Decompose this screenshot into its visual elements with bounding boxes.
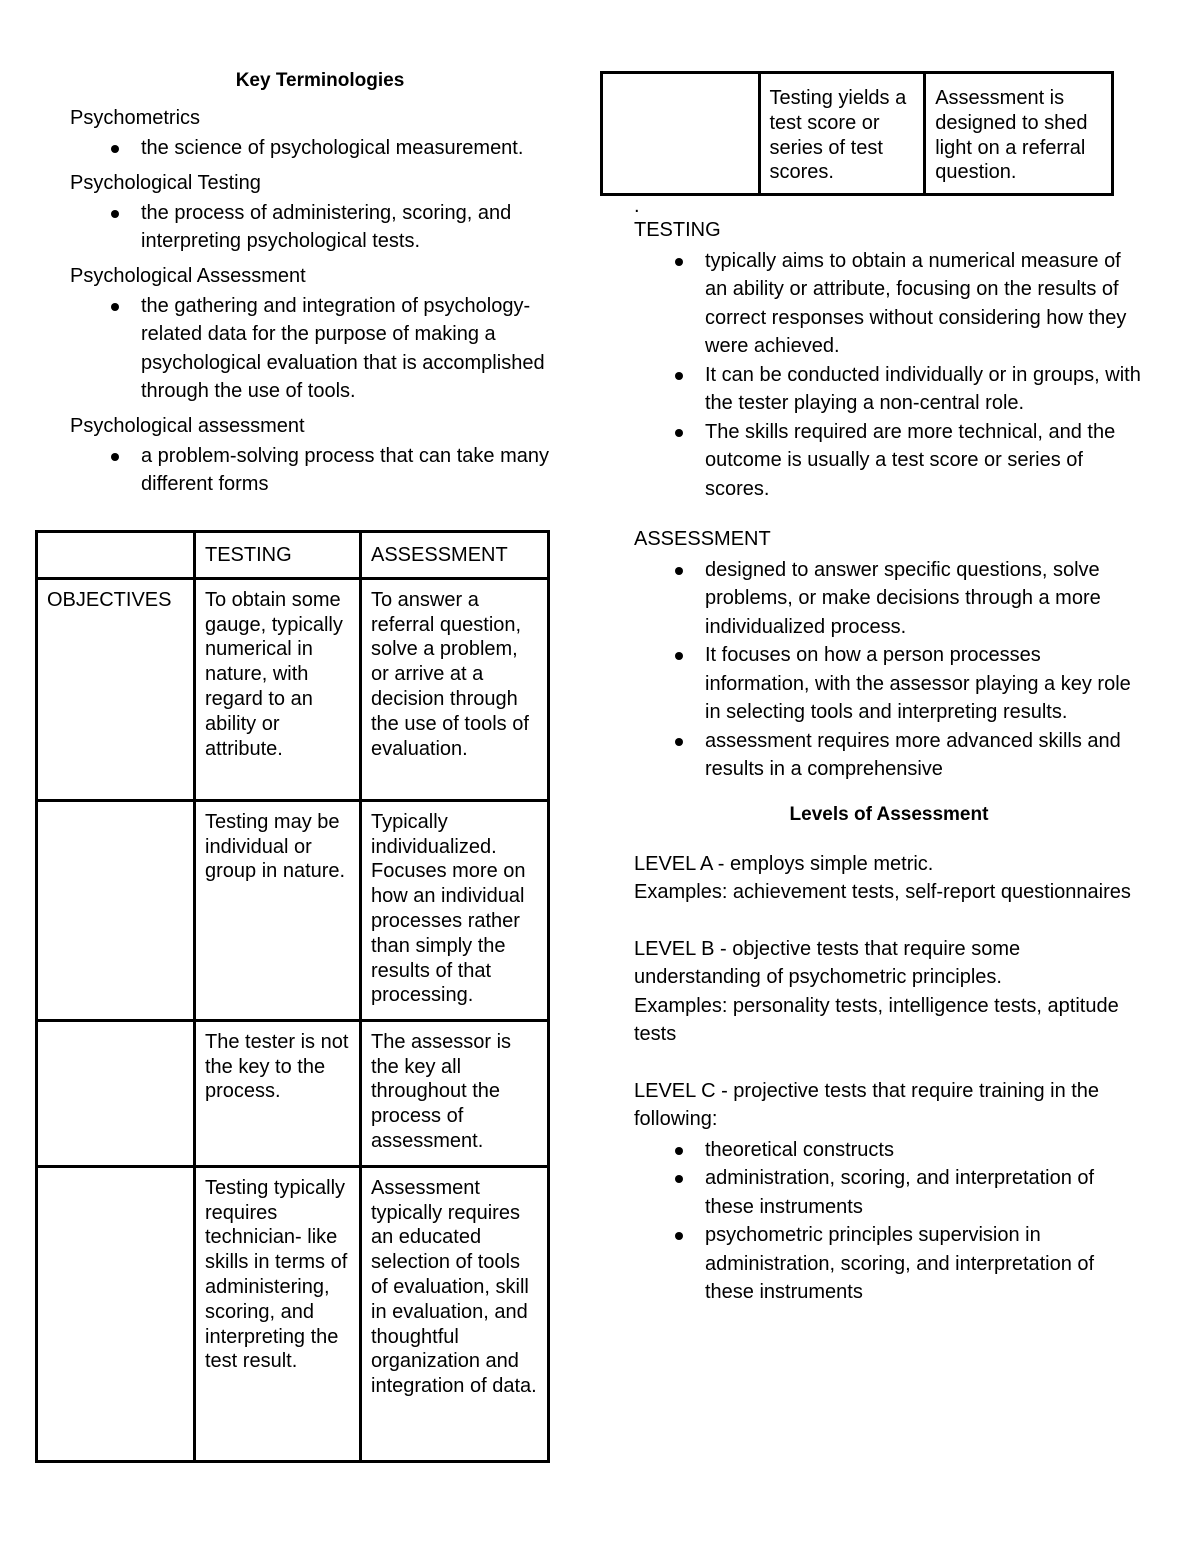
term-psychological-testing: Psychological Testing: [70, 171, 261, 194]
table-cell: [37, 1166, 195, 1461]
table-cell: Testing yields a test score or series of test scores.: [759, 73, 925, 195]
term-psychometrics-bullets: [70, 134, 570, 163]
table-header-row: [37, 532, 549, 579]
list-item: the science of psychological measurement.: [141, 134, 570, 163]
table-header-cell: TESTING: [195, 532, 361, 579]
table-header-cell: ASSESSMENT: [361, 532, 549, 579]
level-b-examples: Examples: personality tests, intelligence tests, aptitude tests: [634, 994, 1119, 1045]
list-item: theoretical constructs: [705, 1136, 1144, 1165]
term-psychological-testing-bullets: [70, 199, 570, 256]
list-item: psychometric principles supervision in administration, scoring, and interpretation of these instruments: [705, 1221, 1144, 1307]
table-cell: To answer a referral question, solve a problem, or arrive at a decision through the use of tools of evaluation.: [361, 578, 549, 800]
testing-bullets: [634, 247, 1144, 504]
list-item: typically aims to obtain a numerical measure of an ability or attribute, focusing on the results of correct responses without considering how they were achieved.: [705, 247, 1144, 361]
level-b-text: LEVEL B - objective tests that require some understanding of psychometric principles.: [634, 937, 1021, 988]
list-item: assessment requires more advanced skills and results in a comprehensive: [705, 727, 1144, 784]
list-item: designed to answer specific questions, solve problems, or make decisions through a more individualized process.: [705, 556, 1144, 642]
term-psychometrics: Psychometrics: [70, 107, 201, 129]
level-a-text: LEVEL A - employs simple metric.: [634, 852, 934, 875]
table-cell: [602, 73, 760, 195]
assessment-label: ASSESSMENT: [634, 528, 771, 550]
table-cell: OBJECTIVES: [37, 578, 195, 800]
stray-dot: .: [634, 195, 640, 217]
table-cell: The tester is not the key to the process.: [195, 1020, 361, 1166]
table-row: [37, 578, 549, 800]
assessment-bullets: [634, 556, 1144, 784]
table-cell: Typically individualized. Focuses more on how an individual processes rather than simply the results of that processing.: [361, 800, 549, 1020]
table-cell: To obtain some gauge, typically numerical in nature, with regard to an ability or attribute.: [195, 578, 361, 800]
key-terminologies-title: Key Terminologies: [235, 70, 405, 91]
level-c-bullets: [634, 1136, 1144, 1307]
list-item: a problem-solving process that can take many different forms: [141, 442, 570, 499]
table-header-cell: [37, 532, 195, 579]
table-cell: Assessment is designed to shed light on a referral question.: [925, 73, 1113, 195]
continued-table: [600, 71, 1114, 196]
level-a-examples: Examples: achievement tests, self-report questionnaires: [634, 881, 1131, 903]
testing-label: TESTING: [634, 219, 721, 241]
table-cell: [37, 1020, 195, 1166]
table-cell: Assessment typically requires an educated selection of tools of evaluation, skill in evaluation, and thoughtful organization and integration of data.: [361, 1166, 549, 1461]
table-row: [602, 73, 1113, 195]
level-c-text: LEVEL C - projective tests that require training in the following:: [634, 1079, 1100, 1130]
table-row: [37, 800, 549, 1020]
key-terminologies-section: [70, 70, 570, 505]
table-cell: [37, 800, 195, 1020]
table-cell: The assessor is the key all throughout the process of assessment.: [361, 1020, 549, 1166]
levels-of-assessment-title: Levels of Assessment: [789, 803, 989, 825]
term-psychological-assessment-2: Psychological assessment: [70, 414, 305, 437]
term-psychological-assessment-bullets: [70, 292, 570, 406]
list-item: administration, scoring, and interpretation of these instruments: [705, 1164, 1144, 1221]
table-cell: Testing may be individual or group in nature.: [195, 800, 361, 1020]
list-item: the process of administering, scoring, and interpreting psychological tests.: [141, 199, 570, 256]
term-psychological-assessment: Psychological Assessment: [70, 264, 306, 287]
table-row: [37, 1166, 549, 1461]
list-item: It focuses on how a person processes information, with the assessor playing a key role in selecting tools and interpreting results.: [705, 641, 1144, 727]
list-item: the gathering and integration of psychology-related data for the purpose of making a psychological evaluation that is accomplished through the use of tools.: [141, 292, 570, 406]
table-row: [37, 1020, 549, 1166]
term-psychological-assessment-2-bullets: [70, 442, 570, 499]
table-cell: Testing typically requires technician- like skills in terms of administering, scoring, and interpreting the test result.: [195, 1166, 361, 1461]
list-item: The skills required are more technical, and the outcome is usually a test score or series of scores.: [705, 418, 1144, 504]
testing-vs-assessment-table: [35, 530, 550, 1463]
list-item: It can be conducted individually or in groups, with the tester playing a non-central role.: [705, 361, 1144, 418]
testing-assessment-section: [634, 196, 1144, 1313]
